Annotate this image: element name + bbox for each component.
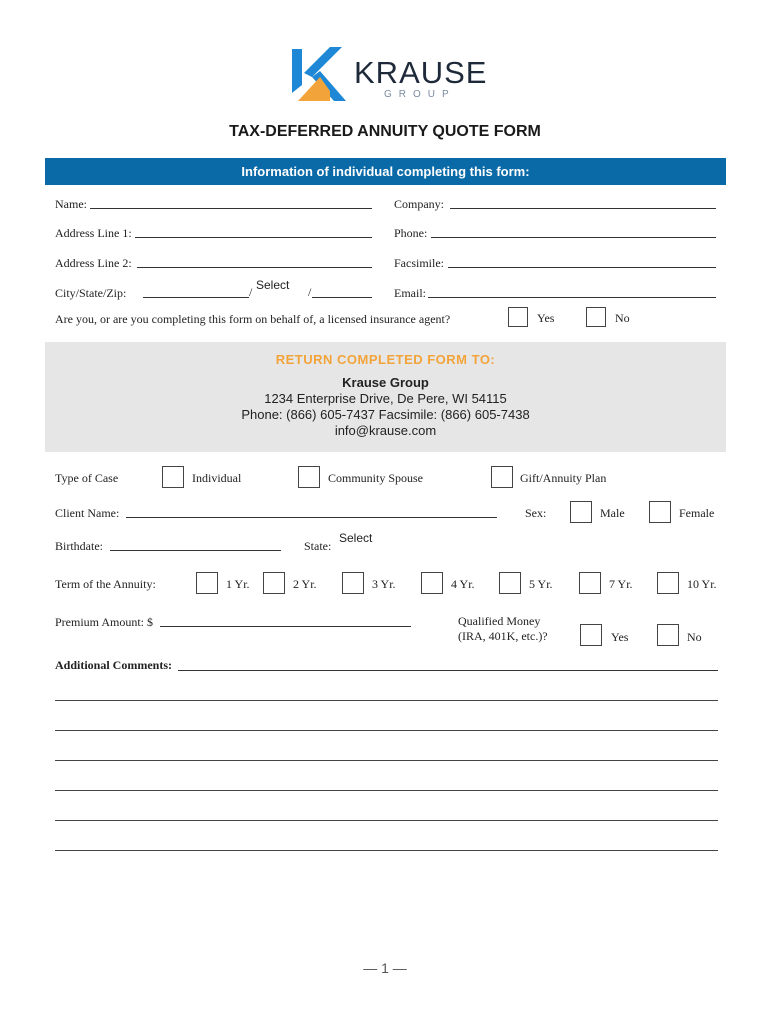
name-field[interactable]: [90, 208, 372, 209]
sex-label: Sex:: [525, 506, 547, 520]
qualified-no-label: No: [687, 630, 702, 644]
birthdate-label: Birthdate:: [55, 539, 103, 553]
address1-field[interactable]: [135, 237, 372, 238]
section-header-text: Information of individual completing this form:: [241, 164, 530, 179]
return-phone-fax: Phone: (866) 605-7437 Facsimile: (866) 605-7438: [241, 407, 530, 422]
phone-label: Phone:: [394, 226, 428, 240]
name-label: Name:: [55, 197, 87, 211]
return-address: 1234 Enterprise Drive, De Pere, WI 54115: [264, 391, 507, 406]
city-field[interactable]: [143, 297, 249, 298]
comments-line-5[interactable]: [55, 820, 718, 821]
email-field[interactable]: [428, 297, 716, 298]
client-name-field[interactable]: [126, 517, 497, 518]
case-state-label: State:: [304, 539, 332, 553]
female-checkbox[interactable]: [649, 501, 671, 523]
community-spouse-checkbox[interactable]: [298, 466, 320, 488]
company-label: Company:: [394, 197, 444, 211]
comments-line-6[interactable]: [55, 850, 718, 851]
gift-annuity-checkbox[interactable]: [491, 466, 513, 488]
case-state-select[interactable]: Select: [339, 531, 373, 545]
birthdate-field[interactable]: [110, 550, 281, 551]
phone-field[interactable]: [431, 237, 716, 238]
form-title: TAX-DEFERRED ANNUITY QUOTE FORM: [229, 123, 541, 140]
term-10yr-checkbox[interactable]: [657, 572, 679, 594]
term-10yr-label: 10 Yr.: [687, 577, 717, 591]
qualified-label-1: Qualified Money: [458, 614, 541, 628]
term-2yr-checkbox[interactable]: [263, 572, 285, 594]
comments-line-4[interactable]: [55, 790, 718, 791]
individual-checkbox[interactable]: [162, 466, 184, 488]
return-email: info@krause.com: [334, 423, 437, 438]
comments-line-0[interactable]: [178, 670, 718, 671]
term-1yr-checkbox[interactable]: [196, 572, 218, 594]
female-label: Female: [679, 506, 715, 520]
comments-line-1[interactable]: [55, 700, 718, 701]
community-spouse-label: Community Spouse: [328, 471, 424, 485]
page-number: [0, 960, 770, 976]
qualified-no-checkbox[interactable]: [657, 624, 679, 646]
email-label: Email:: [394, 286, 426, 300]
comments-label: Additional Comments:: [55, 658, 173, 672]
company-field[interactable]: [450, 208, 716, 209]
csz-label: City/State/Zip:: [55, 286, 127, 300]
csz-slash-2: /: [308, 285, 312, 299]
address1-label: Address Line 1:: [55, 226, 132, 240]
term-7yr-label: 7 Yr.: [609, 577, 633, 591]
agent-question: Are you, or are you completing this form on behalf of, a licensed insurance agent?: [55, 312, 451, 326]
fax-label: Facsimile:: [394, 256, 444, 270]
male-label: Male: [600, 506, 625, 520]
term-4yr-label: 4 Yr.: [451, 577, 475, 591]
male-checkbox[interactable]: [570, 501, 592, 523]
case-type-label: Type of Case: [55, 471, 119, 485]
return-box: [45, 342, 726, 452]
return-header: RETURN COMPLETED FORM TO:: [275, 352, 496, 367]
agent-no-label: No: [615, 311, 630, 325]
address2-field[interactable]: [137, 267, 372, 268]
qualified-yes-label: Yes: [611, 630, 629, 644]
term-4yr-checkbox[interactable]: [421, 572, 443, 594]
term-3yr-checkbox[interactable]: [342, 572, 364, 594]
term-3yr-label: 3 Yr.: [372, 577, 396, 591]
comments-line-2[interactable]: [55, 730, 718, 731]
page-dash-left: —: [363, 960, 378, 976]
page-number-value: 1: [381, 960, 389, 976]
individual-label: Individual: [192, 471, 242, 485]
agent-yes-checkbox[interactable]: [508, 307, 528, 327]
agent-no-checkbox[interactable]: [586, 307, 606, 327]
csz-slash-1: /: [249, 285, 253, 299]
address2-label: Address Line 2:: [55, 256, 132, 270]
comments-line-3[interactable]: [55, 760, 718, 761]
term-7yr-checkbox[interactable]: [579, 572, 601, 594]
gift-annuity-label: Gift/Annuity Plan: [520, 471, 607, 485]
section-header-bar: [45, 158, 726, 185]
fax-field[interactable]: [448, 267, 716, 268]
agent-yes-label: Yes: [537, 311, 555, 325]
client-name-label: Client Name:: [55, 506, 120, 520]
logo-name: KRAUSE: [354, 55, 488, 90]
term-5yr-label: 5 Yr.: [529, 577, 553, 591]
krause-logo-icon: [290, 45, 352, 103]
term-5yr-checkbox[interactable]: [499, 572, 521, 594]
page-dash-right: —: [392, 960, 407, 976]
premium-field[interactable]: [160, 626, 411, 627]
premium-label: Premium Amount: $: [55, 615, 154, 629]
qualified-label-2: (IRA, 401K, etc.)?: [458, 629, 548, 643]
term-2yr-label: 2 Yr.: [293, 577, 317, 591]
state-select[interactable]: Select: [256, 278, 290, 292]
term-label: Term of the Annuity:: [55, 577, 156, 591]
zip-field[interactable]: [312, 297, 372, 298]
logo-sub: GROUP: [384, 89, 456, 100]
term-1yr-label: 1 Yr.: [226, 577, 250, 591]
return-company: Krause Group: [342, 375, 429, 390]
qualified-yes-checkbox[interactable]: [580, 624, 602, 646]
